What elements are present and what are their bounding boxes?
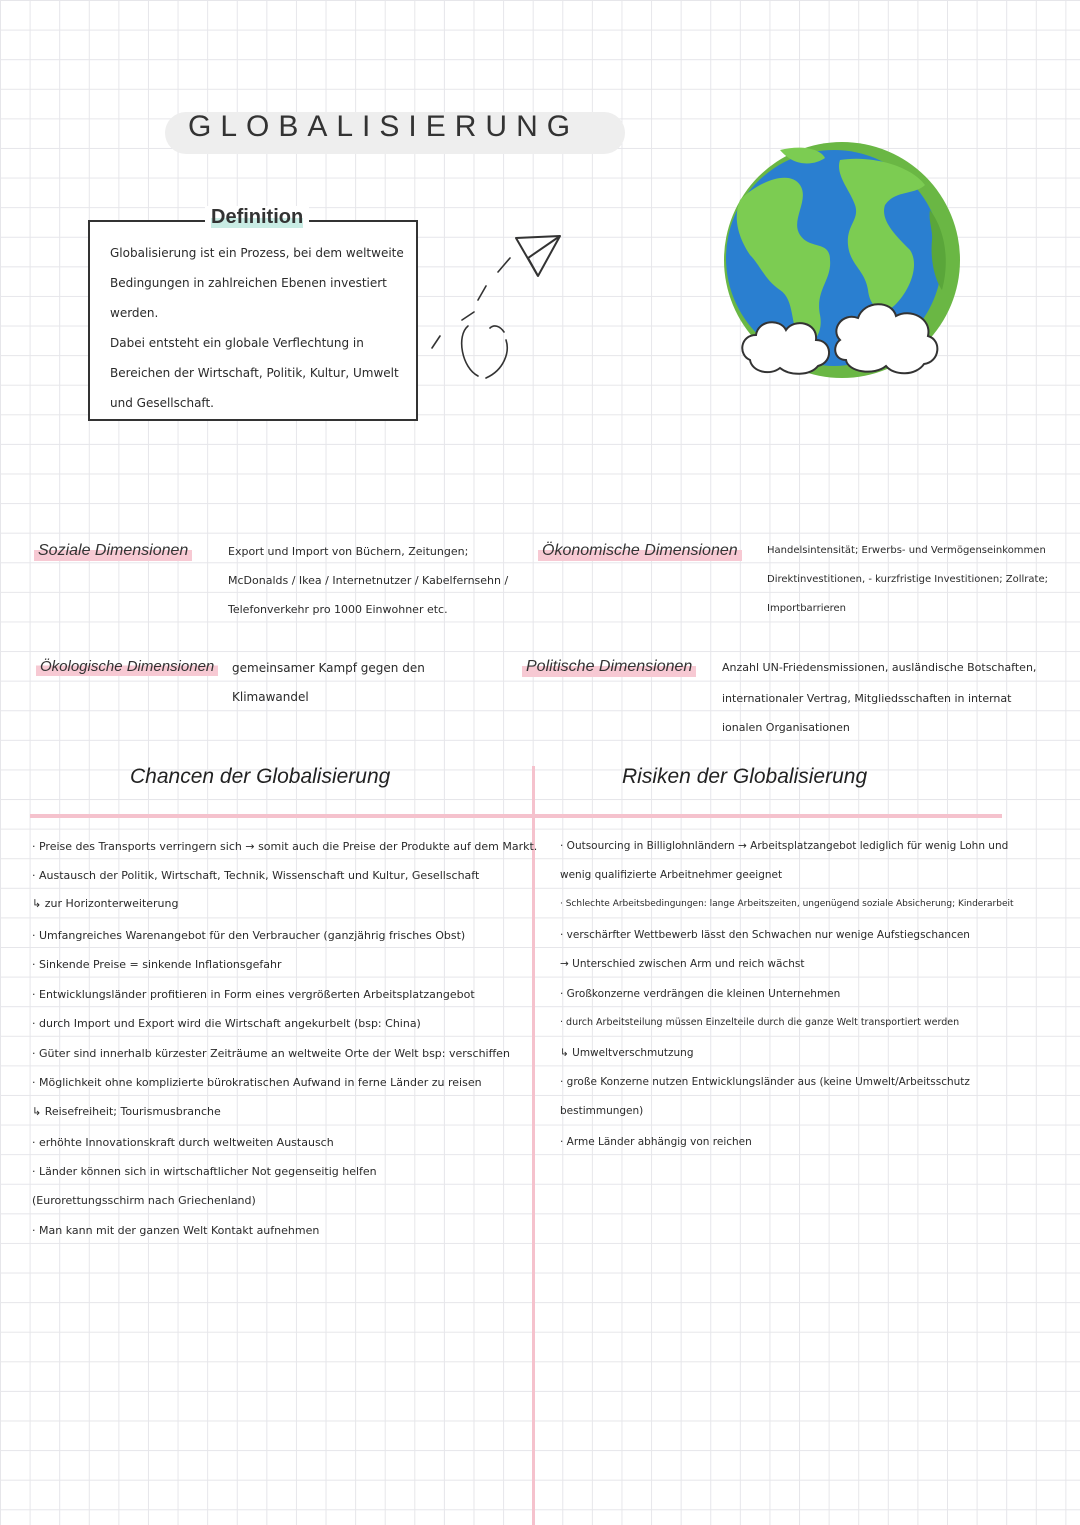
chancen-item: · Sinkende Preise = sinkende Inflationsgefahr — [32, 958, 282, 971]
chancen-item: (Eurorettungsschirm nach Griechenland) — [32, 1194, 256, 1207]
chancen-item: · Länder können sich in wirtschaftlicher Not gegenseitig helfen — [32, 1165, 377, 1178]
soziale-line: Export und Import von Büchern, Zeitungen; — [228, 545, 469, 558]
definition-line: werden. — [110, 306, 159, 320]
paper-plane-icon — [420, 228, 570, 388]
oekonomische-dimensionen-label: Ökonomische Dimensionen — [538, 541, 742, 561]
oekologische-line: Klimawandel — [232, 690, 309, 704]
chancen-item: ↳ Reisefreiheit; Tourismusbranche — [32, 1105, 221, 1118]
oekonomische-line: Direktinvestitionen, - kurzfristige Investitionen; Zollrate; — [767, 574, 1048, 585]
chancen-item: · Austausch der Politik, Wirtschaft, Technik, Wissenschaft und Kultur, Gesellschaft — [32, 869, 480, 882]
chancen-item: · erhöhte Innovationskraft durch weltweiten Austausch — [32, 1136, 334, 1149]
chancen-title: Chancen der Globalisierung — [130, 765, 391, 788]
politische-line: ionalen Organisationen — [722, 721, 850, 734]
politische-line: internationaler Vertrag, Mitgliedsschaften in internat — [722, 692, 1012, 705]
chancen-item: · Güter sind innerhalb kürzester Zeiträume an weltweite Orte der Welt bsp: verschiffen — [32, 1047, 510, 1060]
politische-line: Anzahl UN-Friedensmissionen, ausländische Botschaften, — [722, 661, 1037, 674]
soziale-line: Telefonverkehr pro 1000 Einwohner etc. — [228, 603, 448, 616]
risiken-item: · Outsourcing in Billiglohnländern → Arbeitsplatzangebot lediglich für wenig Lohn und — [560, 840, 1009, 852]
oekonomische-line: Handelsintensität; Erwerbs- und Vermögenseinkommen — [767, 545, 1046, 556]
definition-line: Globalisierung ist ein Prozess, bei dem weltweite — [110, 246, 404, 260]
risiken-item: · durch Arbeitsteilung müssen Einzelteile durch die ganze Welt transportiert werden — [560, 1017, 960, 1028]
definition-line: Dabei entsteht ein globale Verflechtung in — [110, 336, 364, 350]
risiken-item: · Schlechte Arbeitsbedingungen: lange Arbeitszeiten, ungenügend soziale Absicherung; Kinderarbeit — [560, 899, 1014, 909]
chancen-item: · Umfangreiches Warenangebot für den Verbraucher (ganzjährig frisches Obst) — [32, 929, 466, 942]
chancen-item: · Man kann mit der ganzen Welt Kontakt aufnehmen — [32, 1224, 320, 1237]
chancen-item: · Preise des Transports verringern sich → somit auch die Preise der Produkte auf dem Markt. — [32, 840, 538, 853]
chancen-item: ↳ zur Horizonterweiterung — [32, 897, 179, 910]
oekologische-line: gemeinsamer Kampf gegen den — [232, 661, 425, 675]
risiken-item: · Arme Länder abhängig von reichen — [560, 1136, 752, 1148]
oekonomische-line: Importbarrieren — [767, 603, 847, 614]
definition-title: Definition — [205, 206, 309, 229]
risiken-item: → Unterschied zwischen Arm und reich wächst — [560, 958, 805, 970]
tchart-vertical-line — [532, 766, 535, 1525]
globe-icon — [720, 140, 965, 400]
definition-line: Bedingungen in zahlreichen Ebenen investiert — [110, 276, 387, 290]
chancen-item: · durch Import und Export wird die Wirtschaft angekurbelt (bsp: China) — [32, 1017, 421, 1030]
risiken-item: wenig qualifizierte Arbeitnehmer geeignet — [560, 869, 783, 881]
soziale-line: McDonalds / Ikea / Internetnutzer / Kabelfernsehn / — [228, 574, 509, 587]
risiken-item: · verschärfter Wettbewerb lässt den Schwachen nur wenige Aufstiegschancen — [560, 929, 970, 941]
risiken-item: bestimmungen) — [560, 1105, 644, 1117]
definition-line: und Gesellschaft. — [110, 396, 214, 410]
risiken-item: ↳ Umweltverschmutzung — [560, 1047, 694, 1059]
tchart-horizontal-line — [30, 814, 1002, 818]
oekologische-dimensionen-label: Ökologische Dimensionen — [36, 657, 218, 676]
risiken-item: · große Konzerne nutzen Entwicklungsländer aus (keine Umwelt/Arbeitsschutz — [560, 1076, 970, 1088]
soziale-dimensionen-label: Soziale Dimensionen — [34, 541, 192, 561]
definition-line: Bereichen der Wirtschaft, Politik, Kultur, Umwelt — [110, 366, 399, 380]
politische-dimensionen-label: Politische Dimensionen — [522, 657, 696, 677]
risiken-title: Risiken der Globalisierung — [622, 765, 868, 788]
risiken-item: · Großkonzerne verdrängen die kleinen Unternehmen — [560, 988, 841, 1000]
chancen-item: · Entwicklungsländer profitieren in Form eines vergrößerten Arbeitsplatzangebot — [32, 988, 475, 1001]
page-title: GLOBALISIERUNG — [188, 110, 580, 143]
chancen-item: · Möglichkeit ohne komplizierte bürokratischen Aufwand in ferne Länder zu reisen — [32, 1076, 482, 1089]
